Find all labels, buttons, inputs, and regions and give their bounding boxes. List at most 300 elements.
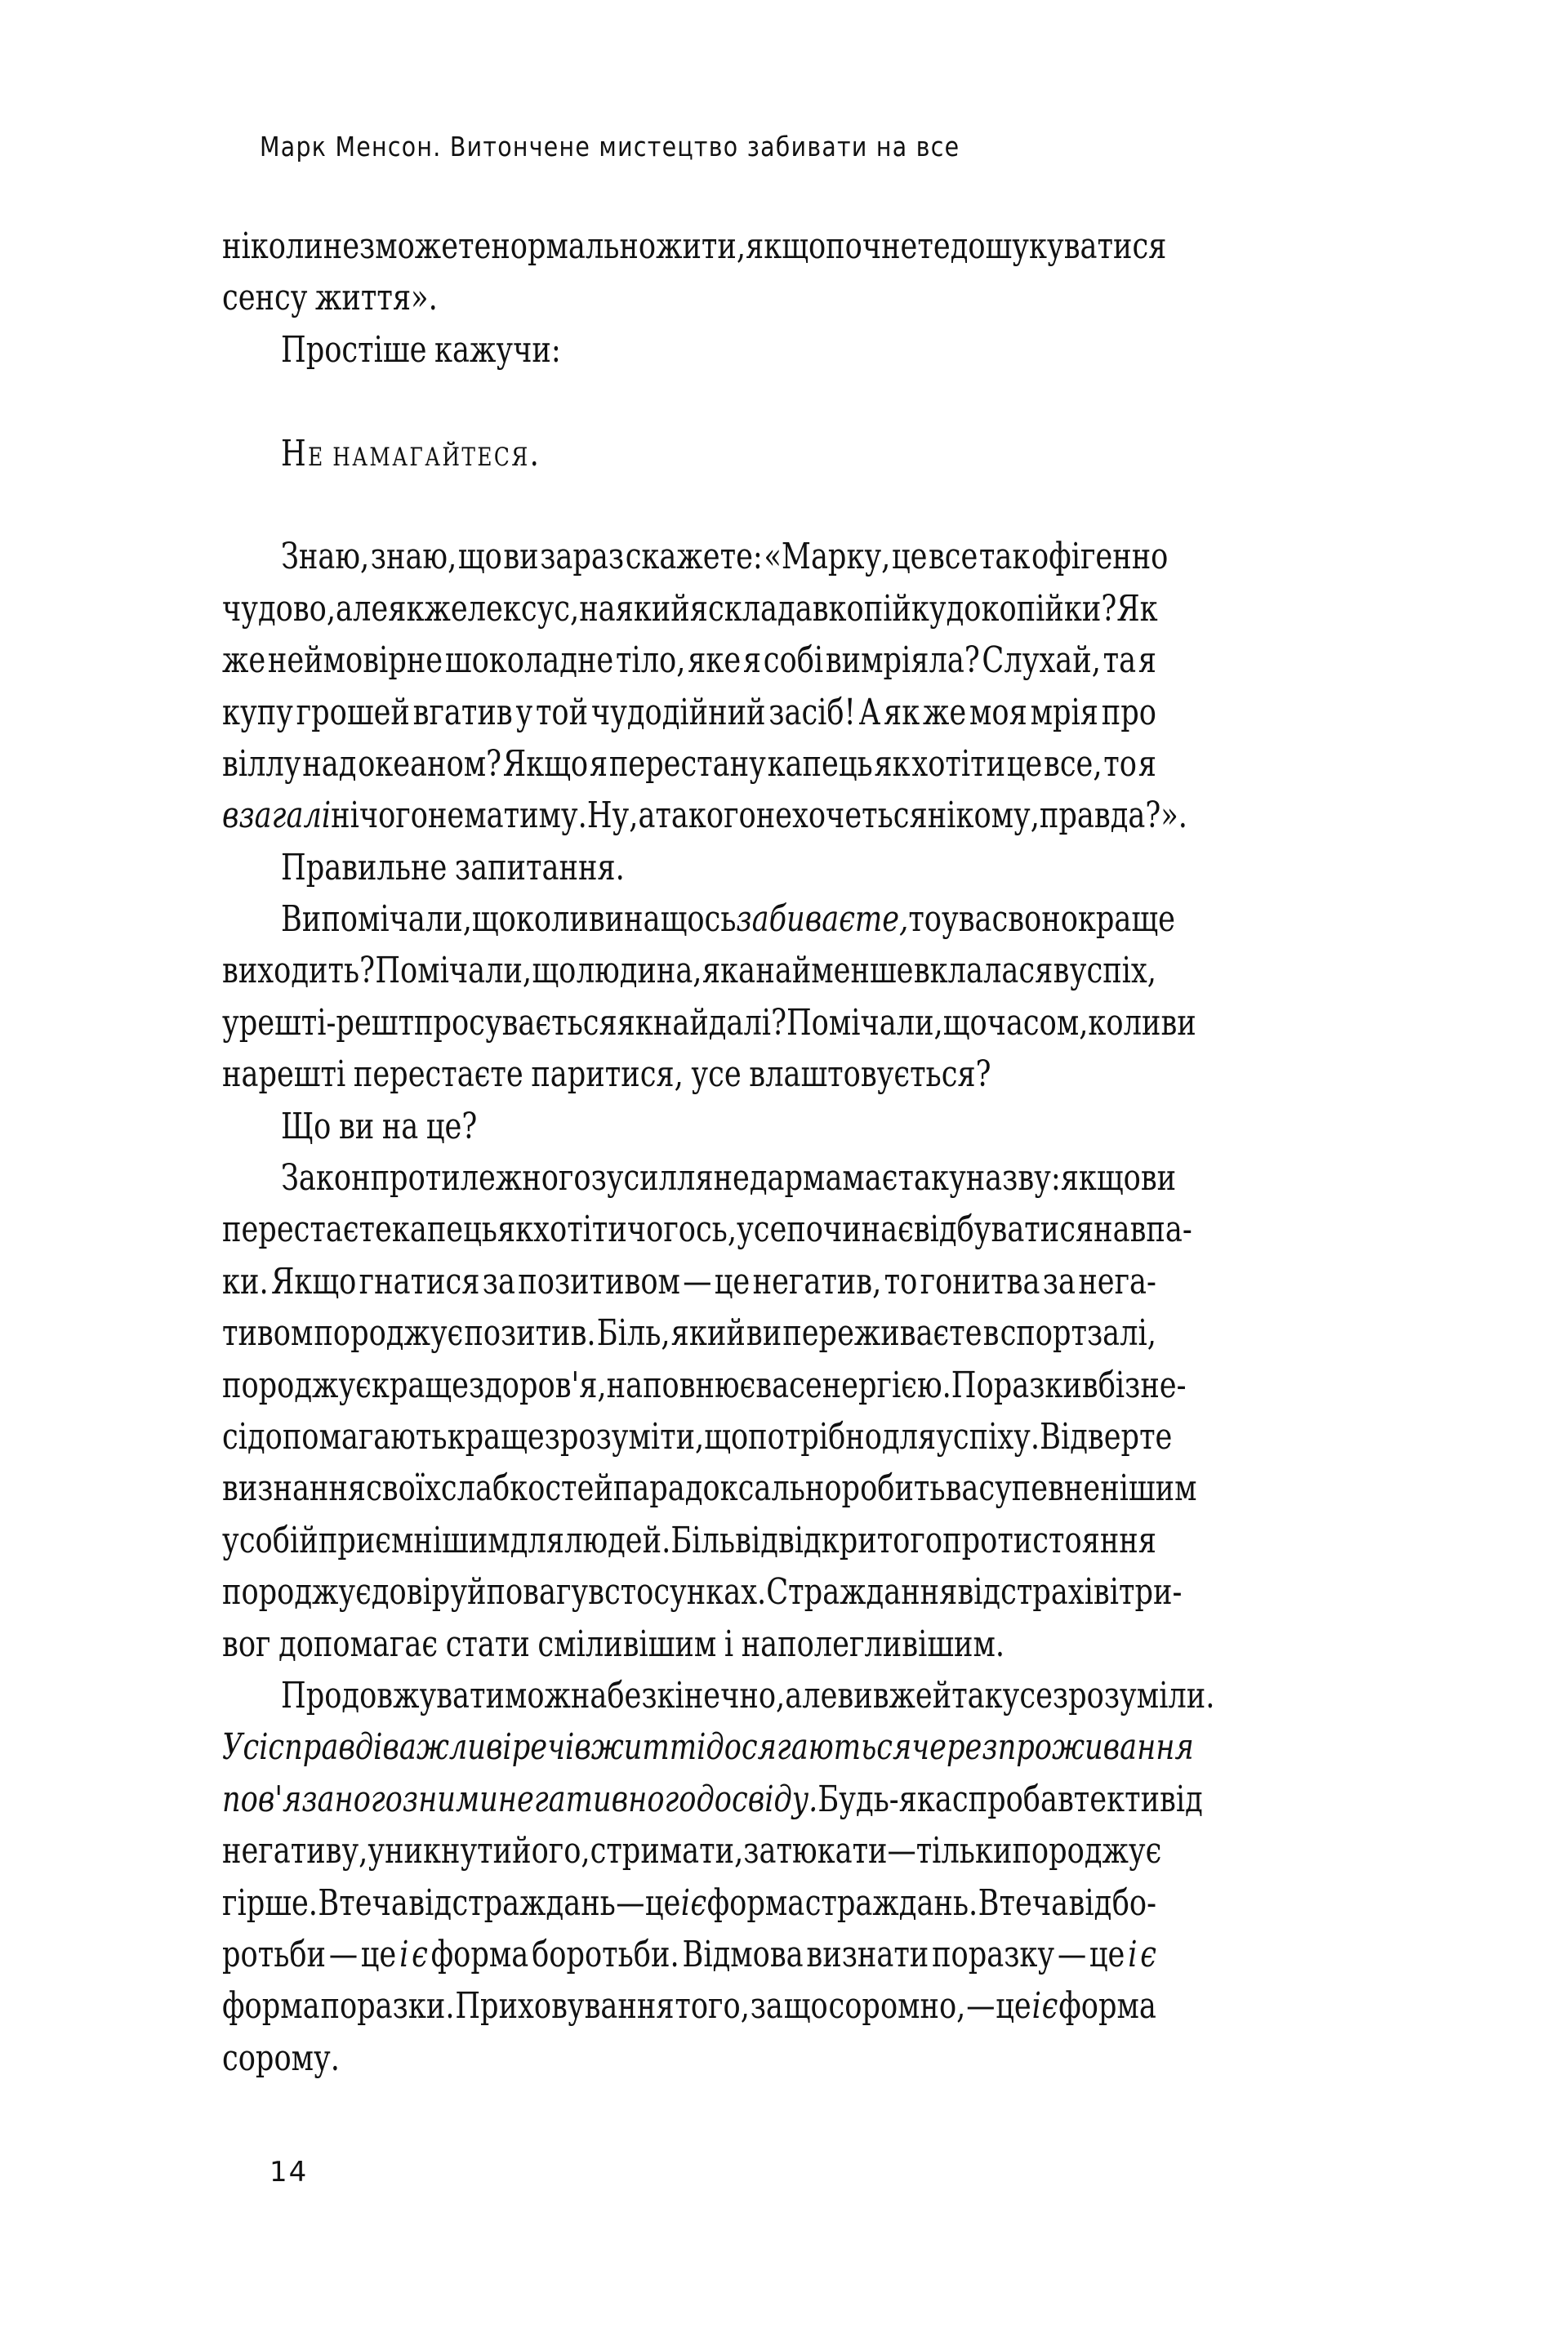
word: Відмова bbox=[682, 1933, 804, 1975]
text-line bbox=[222, 1049, 1390, 1100]
word: океаном? bbox=[358, 742, 502, 785]
word: за bbox=[482, 1260, 515, 1302]
word: його, bbox=[512, 1830, 590, 1872]
word: але bbox=[336, 587, 389, 630]
word: енергією. bbox=[804, 1364, 951, 1406]
word: є bbox=[1140, 1933, 1156, 1975]
word: намагайтеся. bbox=[332, 432, 541, 474]
word: і bbox=[680, 1881, 691, 1924]
text-line bbox=[222, 1980, 1390, 2032]
word: все, bbox=[1044, 742, 1102, 785]
word: А bbox=[858, 691, 881, 733]
word: форма bbox=[430, 1933, 529, 1975]
word: наповнює bbox=[606, 1364, 756, 1406]
word: породжує bbox=[1012, 1830, 1162, 1872]
word: Що bbox=[281, 1105, 332, 1147]
word: сі bbox=[222, 1415, 247, 1458]
word: Правильне bbox=[281, 846, 448, 888]
word: протистояння bbox=[942, 1519, 1156, 1561]
word: в bbox=[1053, 950, 1070, 992]
word: а bbox=[638, 795, 656, 837]
text-line bbox=[222, 272, 1390, 323]
word: який bbox=[670, 1312, 746, 1355]
word: чудодійний bbox=[590, 691, 766, 733]
word: допомагають bbox=[247, 1415, 448, 1458]
word: яка bbox=[702, 950, 756, 992]
word: щось bbox=[660, 898, 737, 941]
word: спроба bbox=[951, 1778, 1058, 1820]
word: мрія bbox=[1030, 691, 1098, 733]
word: — bbox=[966, 1985, 996, 2028]
text-line bbox=[222, 1619, 1390, 1670]
word: якнайдалі? bbox=[617, 1001, 786, 1044]
word: Якщо bbox=[270, 1260, 357, 1302]
word: засіб! bbox=[768, 691, 856, 733]
word: на bbox=[381, 1105, 419, 1147]
word: стосунках. bbox=[604, 1571, 767, 1614]
word: грошей bbox=[296, 691, 410, 733]
word: ки. bbox=[222, 1260, 269, 1302]
word: яке bbox=[688, 639, 742, 682]
word: від bbox=[735, 1519, 778, 1561]
word: же bbox=[424, 587, 468, 630]
text-line bbox=[222, 687, 1390, 738]
word: же bbox=[923, 691, 967, 733]
word: негативного bbox=[497, 1778, 697, 1820]
word: втекти bbox=[1057, 1778, 1160, 1820]
word: як bbox=[884, 691, 920, 733]
word: до bbox=[946, 587, 982, 630]
word: Втеча bbox=[318, 1881, 408, 1924]
word: поразку bbox=[932, 1933, 1055, 1975]
word: зрозуміли. bbox=[1052, 1674, 1215, 1716]
word: купу bbox=[222, 691, 293, 733]
word: краще bbox=[1077, 898, 1175, 941]
blank-line bbox=[222, 376, 1390, 427]
word: життя». bbox=[315, 277, 438, 319]
word: переживаєте bbox=[782, 1312, 982, 1355]
word: ви bbox=[338, 1105, 375, 1147]
word: вас bbox=[945, 1467, 996, 1510]
word: за bbox=[750, 1985, 783, 2028]
text-line bbox=[222, 1774, 1390, 1825]
text-line bbox=[222, 945, 1390, 996]
word: є bbox=[412, 1933, 428, 1975]
word: сміливішим bbox=[537, 1623, 717, 1665]
word: так bbox=[951, 1674, 1003, 1716]
word: усе bbox=[737, 1209, 787, 1251]
word: складав bbox=[707, 587, 829, 630]
word: через bbox=[911, 1726, 998, 1769]
word: важливі bbox=[382, 1726, 512, 1769]
word: робить bbox=[841, 1467, 946, 1510]
word: собі bbox=[763, 639, 824, 682]
word: якщо bbox=[746, 225, 826, 267]
word: ви bbox=[746, 1312, 782, 1355]
word: вог bbox=[222, 1623, 271, 1665]
word: все bbox=[928, 536, 978, 578]
text-line bbox=[222, 1307, 1390, 1359]
word: таку bbox=[898, 1157, 966, 1200]
word: Будь-яка bbox=[817, 1778, 952, 1820]
word: не bbox=[427, 795, 465, 837]
word: нормально bbox=[491, 225, 657, 267]
word: Страждання bbox=[766, 1571, 958, 1614]
word: позитив. bbox=[464, 1312, 596, 1355]
word: найменше bbox=[755, 950, 914, 992]
word: має bbox=[842, 1157, 898, 1200]
word: це bbox=[1006, 742, 1043, 785]
word: і bbox=[1109, 1571, 1119, 1614]
word: Відверте bbox=[1040, 1415, 1173, 1458]
text-line bbox=[222, 1360, 1390, 1411]
word: навпа- bbox=[1094, 1209, 1192, 1251]
word: в bbox=[574, 1726, 591, 1769]
word: породжує bbox=[314, 1312, 464, 1355]
text-line bbox=[222, 1101, 1390, 1152]
word: від bbox=[1160, 1778, 1203, 1820]
word: нега- bbox=[1078, 1260, 1156, 1302]
word: я bbox=[1138, 639, 1156, 682]
word: ви bbox=[503, 536, 539, 578]
word: це bbox=[996, 1985, 1031, 2028]
word: же bbox=[222, 639, 266, 682]
word: ви bbox=[1160, 1001, 1196, 1044]
word: правда?». bbox=[1039, 795, 1187, 837]
word: людей. bbox=[564, 1519, 671, 1561]
word: нікому, bbox=[927, 795, 1040, 837]
word: породжує bbox=[222, 1364, 372, 1406]
word: і bbox=[1128, 1933, 1138, 1975]
word: я bbox=[742, 639, 762, 682]
word: що bbox=[704, 1415, 749, 1458]
word: жити, bbox=[656, 225, 746, 267]
word: позитивом bbox=[518, 1260, 680, 1302]
word: просувається bbox=[413, 1001, 617, 1044]
word: поразки. bbox=[320, 1985, 455, 2028]
word: як bbox=[874, 742, 911, 785]
running-head: Марк Менсон. Витончене мистецтво забивати на все bbox=[260, 131, 960, 163]
word: але bbox=[785, 1674, 838, 1716]
text-line bbox=[222, 635, 1390, 686]
word: є bbox=[690, 1881, 707, 1924]
word: хотіти bbox=[911, 742, 1006, 785]
word: Продовжувати bbox=[281, 1674, 505, 1716]
word: в bbox=[982, 1312, 1000, 1355]
word: зможете bbox=[359, 225, 492, 267]
word: як bbox=[388, 587, 425, 630]
word: вгатив bbox=[412, 691, 513, 733]
word: гірше. bbox=[222, 1881, 318, 1924]
word: бо- bbox=[1111, 1881, 1156, 1924]
word: я bbox=[689, 587, 708, 630]
text-line bbox=[222, 997, 1390, 1049]
word: можна bbox=[504, 1674, 608, 1716]
word: гонитва bbox=[920, 1260, 1040, 1302]
word: не bbox=[755, 795, 793, 837]
blank-line bbox=[222, 479, 1390, 531]
word: і bbox=[724, 1623, 734, 1665]
text-line bbox=[222, 220, 1390, 272]
word: лексус, bbox=[467, 587, 580, 630]
text-line bbox=[222, 1411, 1390, 1463]
word: хочеться bbox=[792, 795, 928, 837]
word: на bbox=[579, 587, 616, 630]
word: у bbox=[941, 898, 959, 941]
word: ніколи bbox=[222, 225, 323, 267]
word: почнете bbox=[826, 225, 951, 267]
word: нічого bbox=[331, 795, 428, 837]
word: що bbox=[532, 950, 577, 992]
word: усе bbox=[1002, 1674, 1053, 1716]
word: досягаються bbox=[706, 1726, 912, 1769]
word: перестаєте bbox=[222, 1209, 392, 1251]
word: страхів bbox=[1000, 1571, 1110, 1614]
text-line bbox=[222, 842, 1390, 893]
text-line bbox=[222, 1670, 1390, 1721]
word: — bbox=[683, 1260, 712, 1302]
word: повагу bbox=[486, 1571, 589, 1614]
word: у bbox=[515, 691, 533, 733]
text-line bbox=[222, 893, 1390, 945]
word: страждань. bbox=[804, 1881, 978, 1924]
word: то bbox=[1103, 742, 1137, 785]
word: вас bbox=[755, 1364, 805, 1406]
word: краще bbox=[371, 1364, 469, 1406]
word: над bbox=[302, 742, 357, 785]
word: хотіти bbox=[533, 1209, 627, 1251]
word: Приховування bbox=[455, 1985, 675, 2028]
word: чудово, bbox=[222, 587, 336, 630]
word: ви bbox=[588, 898, 625, 941]
word: Простіше bbox=[281, 328, 427, 371]
text-line bbox=[222, 1152, 1390, 1204]
word: копійку bbox=[828, 587, 947, 630]
word: Біль bbox=[670, 1519, 736, 1561]
word: уникнути bbox=[368, 1830, 513, 1872]
word: бізне- bbox=[1098, 1364, 1187, 1406]
word: перестану bbox=[608, 742, 766, 785]
word: Втеча bbox=[978, 1881, 1069, 1924]
word: зусилля bbox=[590, 1157, 714, 1200]
word: від bbox=[957, 1571, 1001, 1614]
word: назву: bbox=[965, 1157, 1061, 1200]
word: чогось, bbox=[626, 1209, 737, 1251]
word: потрібно bbox=[748, 1415, 882, 1458]
word: вклалася bbox=[913, 950, 1054, 992]
word: це bbox=[891, 536, 928, 578]
word: і bbox=[399, 1933, 409, 1975]
word: влаштовується? bbox=[749, 1053, 991, 1096]
word: помічали, bbox=[321, 898, 472, 941]
word: Помічали, bbox=[375, 950, 532, 992]
word: успіх, bbox=[1069, 950, 1156, 992]
word: що bbox=[783, 1985, 828, 2028]
word: який bbox=[615, 587, 690, 630]
page-number: 14 bbox=[270, 2156, 309, 2188]
word: усе bbox=[691, 1053, 742, 1096]
word: виходить? bbox=[222, 950, 375, 992]
word: довіру bbox=[371, 1571, 468, 1614]
word: Ви bbox=[281, 898, 322, 941]
word: Як bbox=[1116, 587, 1158, 630]
word: на bbox=[624, 898, 661, 941]
word: «Марку, bbox=[764, 536, 891, 578]
text-line bbox=[222, 738, 1390, 790]
word: з bbox=[402, 1778, 419, 1820]
word: Поразки bbox=[951, 1364, 1082, 1406]
word: ви bbox=[837, 1674, 873, 1716]
word: приємнішим bbox=[318, 1519, 510, 1561]
word: недарма bbox=[713, 1157, 843, 1200]
text-line bbox=[222, 531, 1390, 582]
word: Знаю, bbox=[281, 536, 370, 578]
word: неймовірне bbox=[267, 639, 443, 682]
word: гнатися bbox=[359, 1260, 480, 1302]
word: є bbox=[1041, 1985, 1058, 2028]
word: віллу bbox=[222, 742, 301, 785]
word: від bbox=[408, 1881, 452, 1924]
word: той bbox=[535, 691, 589, 733]
text-line bbox=[222, 1825, 1390, 1877]
word: сенсу bbox=[222, 277, 308, 319]
word: Усі bbox=[222, 1726, 269, 1769]
word: це? bbox=[425, 1105, 478, 1147]
word: це bbox=[644, 1881, 681, 1924]
text-line bbox=[222, 1877, 1390, 1929]
word: допомагає bbox=[278, 1623, 439, 1665]
word: урешті-решт bbox=[222, 1001, 414, 1044]
word: відкритого bbox=[777, 1519, 943, 1561]
word: й bbox=[299, 1519, 318, 1561]
word: затюкати bbox=[743, 1830, 888, 1872]
word: Не bbox=[281, 432, 325, 474]
word: Якщо bbox=[502, 742, 589, 785]
word: своїх bbox=[366, 1467, 441, 1510]
word: й bbox=[932, 1674, 952, 1716]
word: нарешті bbox=[222, 1053, 346, 1096]
word: досвіду. bbox=[696, 1778, 818, 1820]
word: форма bbox=[222, 1985, 320, 2028]
word: шоколадне bbox=[444, 639, 614, 682]
word: від bbox=[1068, 1881, 1112, 1924]
word: форма bbox=[706, 1881, 805, 1924]
text-line bbox=[222, 1463, 1390, 1514]
word: стати bbox=[445, 1623, 530, 1665]
text-line bbox=[222, 428, 1390, 479]
word: вимріяла? bbox=[825, 639, 980, 682]
word: наполегливішим. bbox=[741, 1623, 1005, 1665]
text-line bbox=[222, 583, 1390, 635]
word: тивом bbox=[222, 1312, 314, 1355]
text-line bbox=[222, 324, 1390, 376]
word: собі bbox=[238, 1519, 300, 1561]
word: визнання bbox=[222, 1467, 367, 1510]
word: упевненішим bbox=[995, 1467, 1197, 1510]
word: знаю, bbox=[370, 536, 457, 578]
word: і bbox=[1031, 1985, 1041, 2028]
word: вас bbox=[958, 898, 1009, 941]
word: спортзалі, bbox=[1000, 1312, 1156, 1355]
text-line bbox=[222, 790, 1390, 841]
word: Закон bbox=[281, 1157, 371, 1200]
word: житті bbox=[590, 1726, 706, 1769]
word: офігенно bbox=[1031, 536, 1169, 578]
body-text bbox=[222, 220, 1390, 2084]
word: воно bbox=[1008, 898, 1078, 941]
word: речі bbox=[511, 1726, 575, 1769]
text-line bbox=[222, 1929, 1390, 1980]
text-line bbox=[222, 1721, 1390, 1773]
word: проживання bbox=[997, 1726, 1194, 1769]
word: це bbox=[1089, 1933, 1125, 1975]
word: протилежного bbox=[370, 1157, 591, 1200]
word: форма bbox=[1058, 1985, 1156, 2028]
word: — bbox=[887, 1830, 916, 1872]
word: за bbox=[1042, 1260, 1076, 1302]
word: що bbox=[942, 1001, 987, 1044]
word: для bbox=[881, 1415, 937, 1458]
word: Біль, bbox=[596, 1312, 670, 1355]
word: капець bbox=[391, 1209, 497, 1251]
word: дошукуватися bbox=[950, 225, 1167, 267]
word: матиму. bbox=[464, 795, 587, 837]
word: починає bbox=[786, 1209, 914, 1251]
word: негатив, bbox=[752, 1260, 882, 1302]
word: зараз bbox=[540, 536, 625, 578]
word: коли bbox=[515, 898, 589, 941]
word: ними bbox=[418, 1778, 498, 1820]
word: скажете: bbox=[625, 536, 763, 578]
word: стримати, bbox=[590, 1830, 744, 1872]
word: забиваєте, bbox=[736, 898, 909, 941]
word: капець bbox=[767, 742, 873, 785]
word: про bbox=[1101, 691, 1156, 733]
word: як bbox=[497, 1209, 534, 1251]
word: ви bbox=[1140, 1157, 1177, 1200]
word: страждань bbox=[452, 1881, 616, 1924]
word: пов'язаного bbox=[222, 1778, 403, 1820]
word: я bbox=[589, 742, 608, 785]
word: слабкостей bbox=[440, 1467, 613, 1510]
word: взагалі bbox=[222, 795, 332, 837]
word: здоров'я, bbox=[468, 1364, 607, 1406]
word: тіло, bbox=[615, 639, 686, 682]
word: ротьби bbox=[222, 1933, 327, 1975]
word: зрозуміти, bbox=[544, 1415, 705, 1458]
text-line bbox=[222, 2033, 1390, 2084]
word: й bbox=[467, 1571, 487, 1614]
word: моя bbox=[969, 691, 1027, 733]
word: якщо bbox=[1060, 1157, 1141, 1200]
word: — bbox=[616, 1881, 645, 1924]
word: успіху. bbox=[936, 1415, 1040, 1458]
word: боротьби. bbox=[532, 1933, 679, 1975]
word: сорому. bbox=[222, 2037, 340, 2079]
word: в bbox=[588, 1571, 604, 1614]
word: тільки bbox=[915, 1830, 1013, 1872]
word: породжує bbox=[222, 1571, 372, 1614]
word: визнати bbox=[806, 1933, 929, 1975]
word: то bbox=[908, 898, 942, 941]
word: вже bbox=[872, 1674, 933, 1716]
word: та bbox=[1102, 639, 1137, 682]
word: це bbox=[360, 1933, 397, 1975]
word: часом, bbox=[987, 1001, 1089, 1044]
word: перестаєте bbox=[353, 1053, 523, 1096]
text-line bbox=[222, 1256, 1390, 1307]
word: людина, bbox=[576, 950, 702, 992]
